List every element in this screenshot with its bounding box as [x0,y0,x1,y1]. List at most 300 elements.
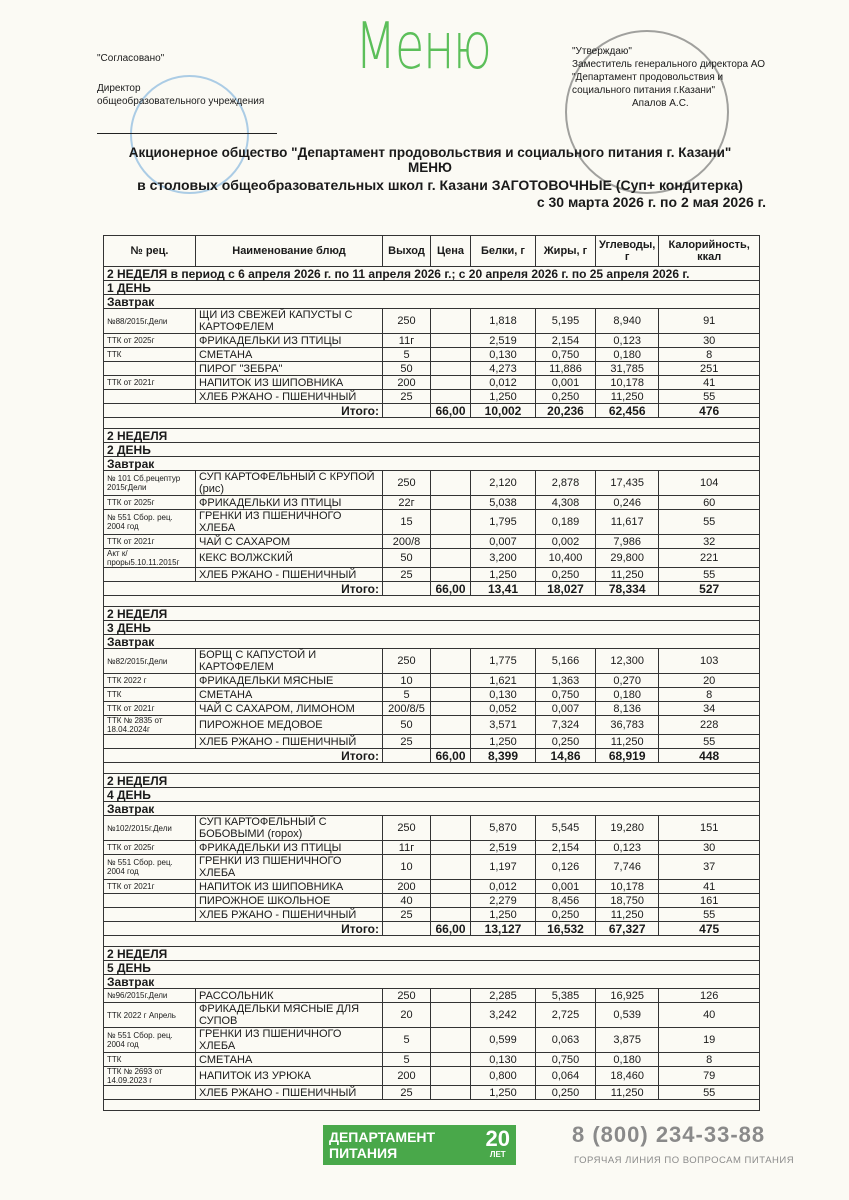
portion-yield: 250 [383,309,431,334]
calories: 55 [659,390,760,404]
price [431,855,471,880]
price [431,376,471,390]
price [431,702,471,716]
blank-cell [104,418,760,429]
recipe-code: №88/2015г.Дели [104,309,196,334]
calories: 221 [659,549,760,568]
signature-line [97,133,277,134]
price [431,688,471,702]
dish-name: ФРИКАДЕЛЬКИ МЯСНЫЕ [196,674,383,688]
dish-name: ПИРОЖНОЕ МЕДОВОЕ [196,716,383,735]
hotline-label: ГОРЯЧАЯ ЛИНИЯ ПО ВОПРОСАМ ПИТАНИЯ [574,1155,795,1166]
portion-yield: 50 [383,716,431,735]
recipe-code: ТТК от 2021г [104,376,196,390]
portion-yield: 5 [383,1053,431,1067]
fats: 0,001 [536,880,596,894]
portion-yield: 200/8/5 [383,702,431,716]
week-label-row [104,947,760,961]
blank-cell [104,596,760,607]
price [431,735,471,749]
proteins: 0,012 [471,880,536,894]
recipe-code: ТТК от 2025г [104,841,196,855]
logo-years-number: 20 [485,1126,510,1151]
table-row [104,348,760,362]
week-label: 2 НЕДЕЛЯ [104,429,760,443]
portion-yield: 40 [383,894,431,908]
carbohydrates: 0,180 [596,348,659,362]
total-row [104,582,760,596]
table-row [104,1003,760,1028]
total-yield [383,749,431,763]
calories: 228 [659,716,760,735]
meal-label-row [104,975,760,989]
total-row [104,404,760,418]
proteins: 1,621 [471,674,536,688]
total-yield [383,582,431,596]
column-header: Калорийность, ккал [659,236,760,267]
proteins: 5,870 [471,816,536,841]
fats: 5,166 [536,649,596,674]
table-row [104,362,760,376]
dish-name: БОРЩ С КАПУСТОЙ И КАРТОФЕЛЕМ [196,649,383,674]
table-row [104,702,760,716]
table-row [104,688,760,702]
total-carbohydrates: 78,334 [596,582,659,596]
table-row [104,1086,760,1100]
dish-name: СУП КАРТОФЕЛЬНЫЙ С КРУПОЙ (рис) [196,471,383,496]
recipe-code [104,1086,196,1100]
proteins: 1,250 [471,390,536,404]
meal-label-row [104,457,760,471]
week-label: 2 НЕДЕЛЯ [104,947,760,961]
dish-name: СМЕТАНА [196,688,383,702]
approve-label: "Утверждаю" [572,46,632,57]
total-calories: 448 [659,749,760,763]
day-label: 2 ДЕНЬ [104,443,760,457]
total-row [104,749,760,763]
table-row [104,1028,760,1053]
dish-name: НАПИТОК ИЗ УРЮКА [196,1067,383,1086]
meal-label: Завтрак [104,635,760,649]
table-header-row [104,236,760,267]
table-row [104,334,760,348]
price [431,649,471,674]
dish-name: СМЕТАНА [196,1053,383,1067]
organization-title: Акционерное общество "Департамент продовольствия и социального питания г. Казани" [128,145,732,160]
calories: 104 [659,471,760,496]
director-label: Директор [97,83,141,94]
proteins: 0,800 [471,1067,536,1086]
blank-cell [104,1100,760,1111]
calories: 19 [659,1028,760,1053]
recipe-code: ТТК [104,348,196,362]
recipe-code [104,390,196,404]
day-label-row [104,443,760,457]
carbohydrates: 18,750 [596,894,659,908]
week-label-row [104,607,760,621]
table-row [104,816,760,841]
proteins: 1,250 [471,908,536,922]
meal-label-row [104,635,760,649]
proteins: 0,599 [471,1028,536,1053]
handwritten-menu-title: Меню [355,10,491,84]
calories: 55 [659,908,760,922]
fats: 10,400 [536,549,596,568]
calories: 126 [659,989,760,1003]
price [431,334,471,348]
price [431,348,471,362]
proteins: 0,130 [471,1053,536,1067]
calories: 151 [659,816,760,841]
carbohydrates: 3,875 [596,1028,659,1053]
table-row [104,496,760,510]
dish-name: ЩИ ИЗ СВЕЖЕЙ КАПУСТЫ С КАРТОФЕЛЕМ [196,309,383,334]
portion-yield: 5 [383,688,431,702]
total-calories: 476 [659,404,760,418]
total-fats: 14,86 [536,749,596,763]
fats: 2,154 [536,334,596,348]
recipe-code [104,735,196,749]
logo-years-label: ЛЕТ [489,1150,506,1159]
table-row [104,855,760,880]
blank-row [104,418,760,429]
fats: 0,001 [536,376,596,390]
fats: 0,126 [536,855,596,880]
portion-yield: 25 [383,568,431,582]
fats: 0,750 [536,1053,596,1067]
carbohydrates: 0,539 [596,1003,659,1028]
dish-name: ФРИКАДЕЛЬКИ ИЗ ПТИЦЫ [196,334,383,348]
carbohydrates: 0,123 [596,841,659,855]
calories: 40 [659,1003,760,1028]
table-row [104,309,760,334]
table-row [104,568,760,582]
price [431,309,471,334]
department-logo [323,1125,516,1165]
day-label: 3 ДЕНЬ [104,621,760,635]
table-row [104,674,760,688]
meal-label: Завтрак [104,457,760,471]
portion-yield: 11г [383,334,431,348]
fats: 2,154 [536,841,596,855]
meal-label: Завтрак [104,802,760,816]
portion-yield: 50 [383,549,431,568]
dish-name: КЕКС ВОЛЖСКИЙ [196,549,383,568]
recipe-code: № 551 Сбор. рец. 2004 год [104,855,196,880]
dish-name: ФРИКАДЕЛЬКИ МЯСНЫЕ ДЛЯ СУПОВ [196,1003,383,1028]
dish-name: ХЛЕБ РЖАНО - ПШЕНИЧНЫЙ [196,908,383,922]
column-header: Жиры, г [536,236,596,267]
dish-name: ХЛЕБ РЖАНО - ПШЕНИЧНЫЙ [196,735,383,749]
logo-line1: ДЕПАРТАМЕНТ [329,1129,436,1145]
total-row [104,922,760,936]
blank-cell [104,936,760,947]
period-label: 2 НЕДЕЛЯ в период с 6 апреля 2026 г. по 11 апреля 2026 г.; с 20 апреля 2026 г. по 25 апреля 2026 г. [104,267,760,281]
meal-label: Завтрак [104,975,760,989]
calories: 161 [659,894,760,908]
recipe-code: ТТК от 2021г [104,535,196,549]
fats: 0,750 [536,348,596,362]
price [431,1086,471,1100]
portion-yield: 25 [383,735,431,749]
fats: 0,064 [536,1067,596,1086]
recipe-code: ТТК от 2021г [104,702,196,716]
price [431,362,471,376]
recipe-code: №102/2015г.Дели [104,816,196,841]
fats: 5,195 [536,309,596,334]
recipe-code [104,568,196,582]
total-yield [383,922,431,936]
day-label-row [104,281,760,295]
fats: 0,250 [536,908,596,922]
carbohydrates: 0,180 [596,1053,659,1067]
proteins: 2,519 [471,841,536,855]
price [431,549,471,568]
calories: 8 [659,348,760,362]
total-label: Итого: [104,922,383,936]
price [431,1003,471,1028]
meal-label-row [104,295,760,309]
approver-name: Апалов А.С. [632,98,689,109]
column-header: Наименование блюд [196,236,383,267]
calories: 30 [659,841,760,855]
portion-yield: 250 [383,471,431,496]
table-row [104,1053,760,1067]
carbohydrates: 11,250 [596,1086,659,1100]
recipe-code: ТТК от 2025г [104,496,196,510]
total-price: 66,00 [431,404,471,418]
carbohydrates: 0,180 [596,688,659,702]
carbohydrates: 19,280 [596,816,659,841]
recipe-code: ТТК 2022 г Апрель [104,1003,196,1028]
total-price: 66,00 [431,582,471,596]
calories: 8 [659,688,760,702]
total-proteins: 13,41 [471,582,536,596]
price [431,816,471,841]
day-label-row [104,961,760,975]
dish-name: ПИРОГ "ЗЕБРА" [196,362,383,376]
portion-yield: 22г [383,496,431,510]
fats: 2,725 [536,1003,596,1028]
dish-name: НАПИТОК ИЗ ШИПОВНИКА [196,376,383,390]
table-row [104,649,760,674]
recipe-code [104,894,196,908]
table-row [104,989,760,1003]
fats: 5,545 [536,816,596,841]
calories: 34 [659,702,760,716]
proteins: 5,038 [471,496,536,510]
column-header: № рец. [104,236,196,267]
table-row [104,376,760,390]
portion-yield: 20 [383,1003,431,1028]
proteins: 1,795 [471,510,536,535]
recipe-code [104,362,196,376]
proteins: 1,818 [471,309,536,334]
total-fats: 16,532 [536,922,596,936]
proteins: 0,130 [471,688,536,702]
portion-yield: 11г [383,841,431,855]
week-label: 2 НЕДЕЛЯ [104,774,760,788]
calories: 41 [659,880,760,894]
portion-yield: 200/8 [383,535,431,549]
proteins: 1,250 [471,568,536,582]
day-label: 1 ДЕНЬ [104,281,760,295]
fats: 11,886 [536,362,596,376]
proteins: 0,012 [471,376,536,390]
menu-subtitle: в столовых общеобразовательных школ г. Казани ЗАГОТОВОЧНЫЕ (Суп+ кондитерка) [137,177,743,193]
table-row [104,549,760,568]
carbohydrates: 11,250 [596,568,659,582]
carbohydrates: 0,246 [596,496,659,510]
total-yield [383,404,431,418]
calories: 8 [659,1053,760,1067]
fats: 0,250 [536,568,596,582]
table-row [104,535,760,549]
recipe-code: ТТК от 2021г [104,880,196,894]
proteins: 3,571 [471,716,536,735]
price [431,841,471,855]
blank-row [104,1100,760,1111]
dish-name: ГРЕНКИ ИЗ ПШЕНИЧНОГО ХЛЕБА [196,855,383,880]
fats: 0,250 [536,1086,596,1100]
proteins: 2,279 [471,894,536,908]
total-price: 66,00 [431,922,471,936]
calories: 91 [659,309,760,334]
price [431,880,471,894]
table-row [104,1067,760,1086]
fats: 8,456 [536,894,596,908]
column-header: Белки, г [471,236,536,267]
calories: 32 [659,535,760,549]
table-row [104,894,760,908]
dish-name: СМЕТАНА [196,348,383,362]
calories: 55 [659,510,760,535]
column-header: Цена [431,236,471,267]
calories: 30 [659,334,760,348]
carbohydrates: 11,250 [596,735,659,749]
calories: 79 [659,1067,760,1086]
dish-name: ЧАЙ С САХАРОМ, ЛИМОНОМ [196,702,383,716]
dish-name: ГРЕНКИ ИЗ ПШЕНИЧНОГО ХЛЕБА [196,1028,383,1053]
week-label-row [104,429,760,443]
carbohydrates: 11,250 [596,390,659,404]
dish-name: ХЛЕБ РЖАНО - ПШЕНИЧНЫЙ [196,568,383,582]
total-proteins: 8,399 [471,749,536,763]
blank-row [104,596,760,607]
table-row [104,471,760,496]
dish-name: ХЛЕБ РЖАНО - ПШЕНИЧНЫЙ [196,1086,383,1100]
carbohydrates: 10,178 [596,376,659,390]
recipe-code: ТТК [104,688,196,702]
portion-yield: 25 [383,1086,431,1100]
price [431,716,471,735]
recipe-code: № 551 Сбор. рец. 2004 год [104,510,196,535]
portion-yield: 25 [383,390,431,404]
logo-line2: ПИТАНИЯ [329,1145,398,1161]
portion-yield: 10 [383,855,431,880]
recipe-code: ТТК 2022 г [104,674,196,688]
portion-yield: 5 [383,348,431,362]
dish-name: ФРИКАДЕЛЬКИ ИЗ ПТИЦЫ [196,496,383,510]
dish-name: РАССОЛЬНИК [196,989,383,1003]
total-label: Итого: [104,404,383,418]
proteins: 4,273 [471,362,536,376]
calories: 55 [659,568,760,582]
table-row [104,390,760,404]
carbohydrates: 8,136 [596,702,659,716]
table-row [104,735,760,749]
price [431,535,471,549]
carbohydrates: 17,435 [596,471,659,496]
portion-yield: 200 [383,376,431,390]
portion-yield: 200 [383,880,431,894]
dish-name: ФРИКАДЕЛЬКИ ИЗ ПТИЦЫ [196,841,383,855]
blank-row [104,936,760,947]
portion-yield: 250 [383,989,431,1003]
calories: 55 [659,735,760,749]
table-row [104,716,760,735]
period-label-row [104,267,760,281]
recipe-code: №96/2015г.Дели [104,989,196,1003]
calories: 20 [659,674,760,688]
portion-yield: 25 [383,908,431,922]
carbohydrates: 29,800 [596,549,659,568]
blank-row [104,763,760,774]
menu-dates: с 30 марта 2026 г. по 2 мая 2026 г. [536,194,766,210]
carbohydrates: 16,925 [596,989,659,1003]
agreed-label: "Согласовано" [97,53,165,64]
calories: 55 [659,1086,760,1100]
carbohydrates: 10,178 [596,880,659,894]
proteins: 3,200 [471,549,536,568]
fats: 2,878 [536,471,596,496]
week-label-row [104,774,760,788]
column-header: Выход [383,236,431,267]
carbohydrates: 7,746 [596,855,659,880]
recipe-code: ТТК от 2025г [104,334,196,348]
carbohydrates: 12,300 [596,649,659,674]
table-row [104,908,760,922]
total-carbohydrates: 62,456 [596,404,659,418]
fats: 5,385 [536,989,596,1003]
day-label: 4 ДЕНЬ [104,788,760,802]
fats: 0,250 [536,735,596,749]
price [431,1028,471,1053]
total-price: 66,00 [431,749,471,763]
calories: 60 [659,496,760,510]
portion-yield: 200 [383,1067,431,1086]
total-fats: 20,236 [536,404,596,418]
week-label: 2 НЕДЕЛЯ [104,607,760,621]
approver-title: Заместитель генерального директора АО "Департамент продовольствия и социального питания г.Казани" [572,59,766,96]
dish-name: НАПИТОК ИЗ ШИПОВНИКА [196,880,383,894]
carbohydrates: 11,250 [596,908,659,922]
carbohydrates: 36,783 [596,716,659,735]
calories: 41 [659,376,760,390]
proteins: 2,120 [471,471,536,496]
menu-table [103,235,760,1111]
column-header: Углеводы, г [596,236,659,267]
proteins: 3,242 [471,1003,536,1028]
proteins: 0,130 [471,348,536,362]
meal-label-row [104,802,760,816]
fats: 0,250 [536,390,596,404]
dish-name: ХЛЕБ РЖАНО - ПШЕНИЧНЫЙ [196,390,383,404]
fats: 0,750 [536,688,596,702]
total-carbohydrates: 67,327 [596,922,659,936]
carbohydrates: 0,123 [596,334,659,348]
price [431,1067,471,1086]
